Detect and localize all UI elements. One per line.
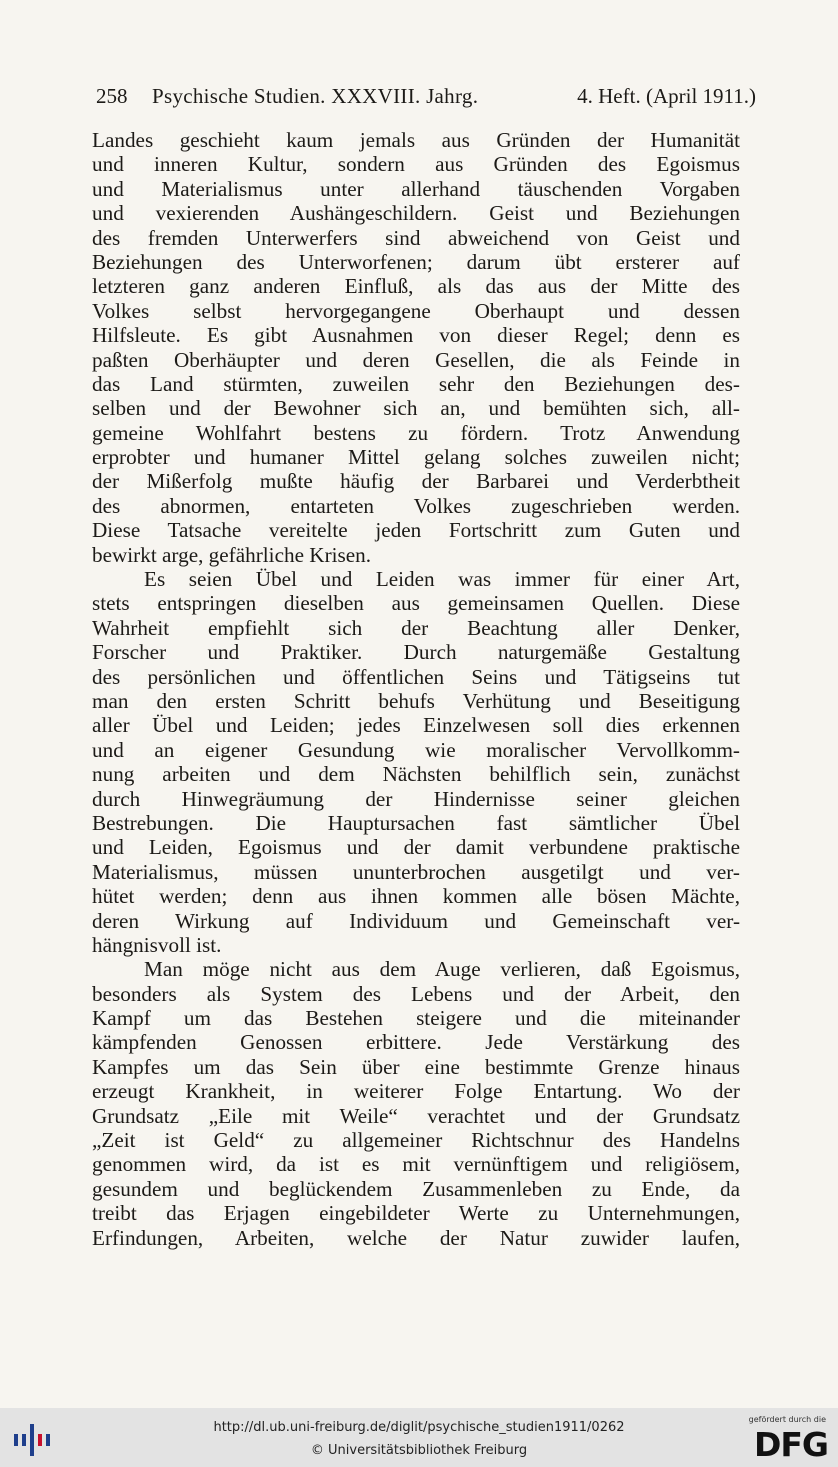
text-line: kämpfenden Genossen erbittere. Jede Verstärkung des (92, 1030, 740, 1055)
text-line: der Mißerfolg mußte häufig der Barbarei und Verderbtheit (92, 469, 740, 494)
text-line: Kampf um das Bestehen steigere und die miteinander (92, 1006, 740, 1031)
text-line: Man möge nicht aus dem Auge verlieren, daß Egoismus, (144, 957, 740, 982)
text-line: erprobter und humaner Mittel gelang solches zuweilen nicht; (92, 445, 740, 470)
text-line: deren Wirkung auf Individuum und Gemeinschaft ver- (92, 908, 740, 933)
text-line: und an eigener Gesundung wie moralischer Vervollkomm- (92, 737, 740, 762)
text-line: das Land stürmten, zuweilen sehr den Beziehungen des- (92, 371, 740, 396)
text-line: paßten Oberhäupter und deren Gesellen, die als Feinde in (92, 347, 740, 372)
text-line: Bestrebungen. Die Hauptursachen fast sämtlicher Übel (92, 810, 740, 835)
text-line: stets entspringen dieselben aus gemeinsamen Quellen. Diese (92, 591, 740, 616)
text-line: aller Übel und Leiden; jedes Einzelwesen soll dies erkennen (92, 713, 740, 738)
text-line: nung arbeiten und dem Nächsten behilflich sein, zunächst (92, 762, 740, 787)
dfg-funding-note: gefördert durch die (748, 1415, 826, 1424)
text-line: Wahrheit empfiehlt sich der Beachtung aller Denker, (92, 615, 740, 640)
text-line: Hilfsleute. Es gibt Ausnahmen von dieser Regel; denn es (92, 323, 740, 348)
text-line: bewirkt arge, gefährliche Krisen. (92, 542, 372, 567)
text-line: Kampfes um das Sein über eine bestimmte Grenze hinaus (92, 1054, 740, 1079)
text-line: des fremden Unterwerfers sind abweichend von Geist und (92, 225, 740, 250)
text-line: und Materialismus unter allerhand täuschenden Vorgaben (92, 176, 740, 201)
text-line: Volkes selbst hervorgegangene Oberhaupt und dessen (92, 298, 740, 323)
issue-info: 4. Heft. (April 1911.) (577, 84, 756, 108)
text-line: erzeugt Krankheit, in weiterer Folge Entartung. Wo der (92, 1079, 740, 1104)
running-header (96, 84, 756, 114)
text-line: „Zeit ist Geld“ zu allgemeiner Richtschnur des Handelns (92, 1128, 740, 1153)
dfg-logo: DFG (753, 1425, 828, 1464)
text-line: Forscher und Praktiker. Durch naturgemäße Gestaltung (92, 640, 740, 665)
text-line: des persönlichen und öffentlichen Seins und Tätigseins tut (92, 664, 740, 689)
text-line: Materialismus, müssen ununterbrochen ausgetilgt und ver- (92, 859, 740, 884)
text-line: letzteren ganz anderen Einfluß, als das aus der Mitte des (92, 274, 740, 299)
text-line: Grundsatz „Eile mit Weile“ verachtet und der Grundsatz (92, 1103, 740, 1128)
text-line: hängnisvoll ist. (92, 932, 222, 957)
permalink-url[interactable]: http://dl.ub.uni-freiburg.de/diglit/psychische_studien1911/0262 (213, 1420, 625, 1435)
text-line: Diese Tatsache vereitelte jeden Fortschritt zum Guten und (92, 518, 740, 543)
text-line: und inneren Kultur, sondern aus Gründen des Egoismus (92, 152, 740, 177)
page-text (92, 128, 740, 1250)
text-line: und Leiden, Egoismus und der damit verbundene praktische (92, 835, 740, 860)
copyright-notice: © Universitätsbibliothek Freiburg (310, 1443, 528, 1458)
text-line: treibt das Erjagen eingebildeter Werte zu Unternehmungen, (92, 1201, 740, 1226)
text-line: gesundem und beglückendem Zusammenleben zu Ende, da (92, 1176, 740, 1201)
text-line: genommen wird, da ist es mit vernünftigem und religiösem, (92, 1152, 740, 1177)
text-line: gemeine Wohlfahrt bestens zu fördern. Trotz Anwendung (92, 420, 740, 445)
text-line: Es seien Übel und Leiden was immer für einer Art, (144, 567, 740, 592)
text-line: durch Hinwegräumung der Hindernisse seiner gleichen (92, 786, 740, 811)
journal-title: Psychische Studien. XXXVIII. Jahrg. (152, 84, 479, 108)
text-line: des abnormen, entarteten Volkes zugeschrieben werden. (92, 493, 740, 518)
page-number: 258 (96, 84, 128, 108)
viewer-footer (0, 1408, 838, 1467)
text-line: Landes geschieht kaum jemals aus Gründen der Humanität (92, 128, 740, 152)
text-line: und vexierenden Aushängeschildern. Geist und Beziehungen (92, 201, 740, 226)
text-line: Beziehungen des Unterworfenen; darum übt ersterer auf (92, 249, 740, 274)
text-line: man den ersten Schritt behufs Verhütung und Beseitigung (92, 688, 740, 713)
text-line: selben und der Bewohner sich an, und bemühten sich, all- (92, 396, 740, 421)
text-line: Erfindungen, Arbeiten, welche der Natur zuwider laufen, (92, 1225, 740, 1250)
text-line: hütet werden; denn aus ihnen kommen alle bösen Mächte, (92, 884, 740, 909)
text-line: besonders als System des Lebens und der Arbeit, den (92, 981, 740, 1006)
